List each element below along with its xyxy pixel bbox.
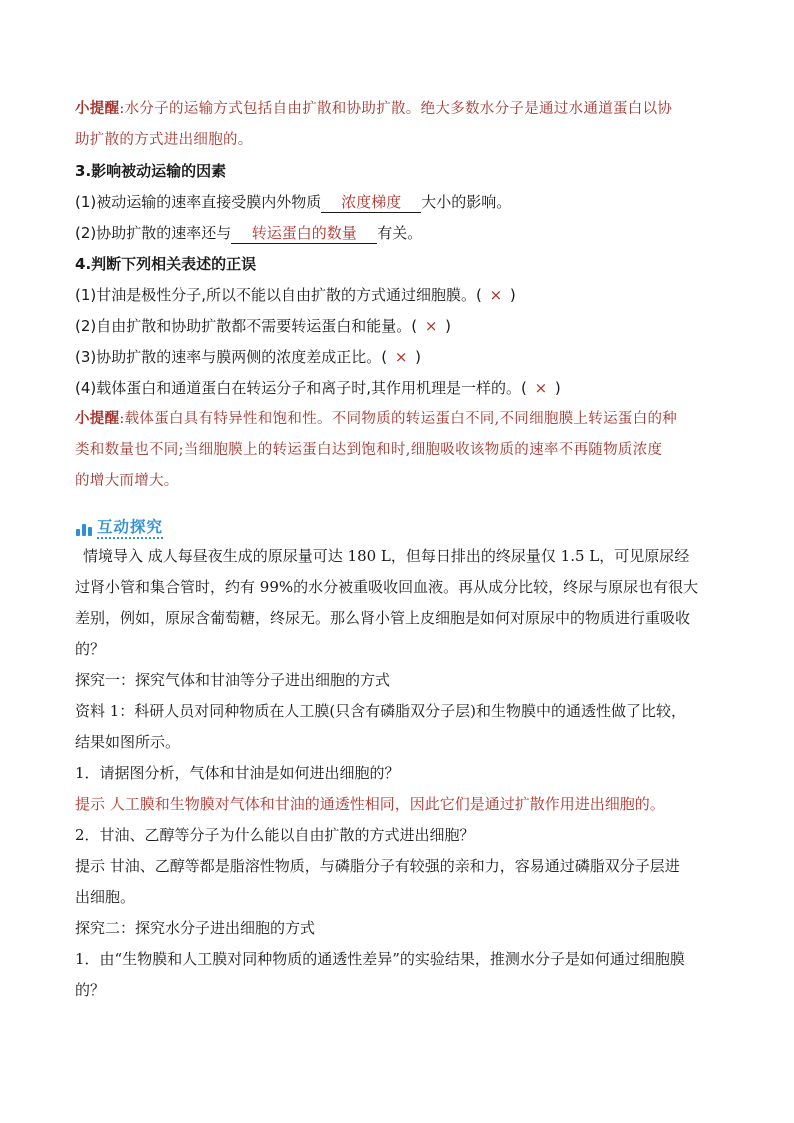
judge-item: (4)载体蛋白和通道蛋白在转运分子和离子时,其作用机理是一样的。( × ): [75, 373, 735, 404]
wrong-mark: ×: [534, 379, 548, 397]
explore-1-title: 探究一：探究气体和甘油等分子进出细胞的方式: [75, 671, 391, 689]
judge-item: (3)协助扩散的速率与膜两侧的浓度差成正比。( × ): [75, 342, 735, 373]
judge-heading: 4.判断下列相关表述的正误: [75, 255, 257, 273]
section-heading: 互动探究: [75, 515, 735, 541]
factors-heading: 3.影响被动运输的因素: [75, 162, 227, 180]
document-page: [75, 94, 735, 1006]
scenario-intro: 情境导入 成人每昼夜生成的原尿量可达 180 L，但每日排出的终尿量仅 1.5 L，可见原尿经 过肾小管和集合管时，约有 99%的水分被重吸收回血液。再从成分比较，终尿与原尿也有很大 差别，例如，原尿含葡萄糖，终尿无。那么肾小管上皮细胞是如何对原尿中的物质进行重吸收 的？: [75, 547, 699, 658]
judge-item: (2)自由扩散和协助扩散都不需要转运蛋白和能量。( × ): [75, 311, 735, 342]
explore-2-title: 探究二：探究水分子进出细胞的方式: [75, 919, 316, 937]
reminder-2-line3: 的增大而增大。: [75, 473, 179, 489]
wrong-mark: ×: [394, 348, 408, 366]
hint-answer: 提示 甘油、乙醇等都是脂溶性物质，与磷脂分子有较强的亲和力，容易通过磷脂双分子层进: [75, 857, 680, 875]
explore-1: 探究一：探究气体和甘油等分子进出细胞的方式 资料 1：科研人员对同种物质在人工膜(只含有磷脂双分子层)和生物膜中的通透性做了比较， 结果如图所示。 1．请据图分析，气体和甘油是如何进出细胞的？ 提示 人工膜和生物膜对气体和甘油的通透性相同，因此它们是通过扩散作用进出细胞的。 2．甘油、乙醇等分子为什么能以自由扩散的方式进出细胞？ 提示 甘油、乙醇等都是脂溶性物质，与磷脂分子有较强的亲和力，容易通过磷脂双分子层进 出细胞。: [75, 665, 735, 913]
question: 1．由“生物膜和人工膜对同种物质的通透性差异”的实验结果，推测水分子是如何通过细胞膜: [75, 950, 685, 968]
wrong-mark: ×: [489, 286, 503, 304]
reminder-1: 小提醒:水分子的运输方式包括自由扩散和协助扩散。绝大多数水分子是通过水通道蛋白以协: [75, 101, 673, 117]
bar-chart-icon: [75, 520, 93, 536]
explore-2: 探究二：探究水分子进出细胞的方式 1．由“生物膜和人工膜对同种物质的通透性差异”的实验结果，推测水分子是如何通过细胞膜 的？: [75, 913, 735, 1006]
wrong-mark: ×: [424, 317, 438, 335]
fill-blank-1: 浓度梯度: [321, 192, 421, 213]
reminder-2: 小提醒:载体蛋白具有特异性和饱和性。不同物质的转运蛋白不同,不同细胞膜上转运蛋白的种: [75, 411, 678, 427]
factors-item-1: (1)被动运输的速率直接受膜内外物质 浓度梯度 大小的影响。: [75, 193, 512, 211]
reminder-1-cont: 助扩散的方式进出细胞的。: [75, 132, 253, 148]
reminder-2-line2: 类和数量也不同;当细胞膜上的转运蛋白达到饱和时,细胞吸收该物质的速率不再随物质浓度: [75, 442, 663, 458]
question: 1．请据图分析，气体和甘油是如何进出细胞的？: [75, 764, 400, 782]
hint-answer: 提示 人工膜和生物膜对气体和甘油的通透性相同，因此它们是通过扩散作用进出细胞的。: [75, 795, 665, 813]
judge-item: (1)甘油是极性分子,所以不能以自由扩散的方式通过细胞膜。( × ): [75, 280, 735, 311]
fill-blank-2: 转运蛋白的数量: [231, 223, 377, 244]
factors-item-2: (2)协助扩散的速率还与 转运蛋白的数量 有关。: [75, 224, 423, 242]
question: 2．甘油、乙醇等分子为什么能以自由扩散的方式进出细胞？: [75, 826, 475, 844]
